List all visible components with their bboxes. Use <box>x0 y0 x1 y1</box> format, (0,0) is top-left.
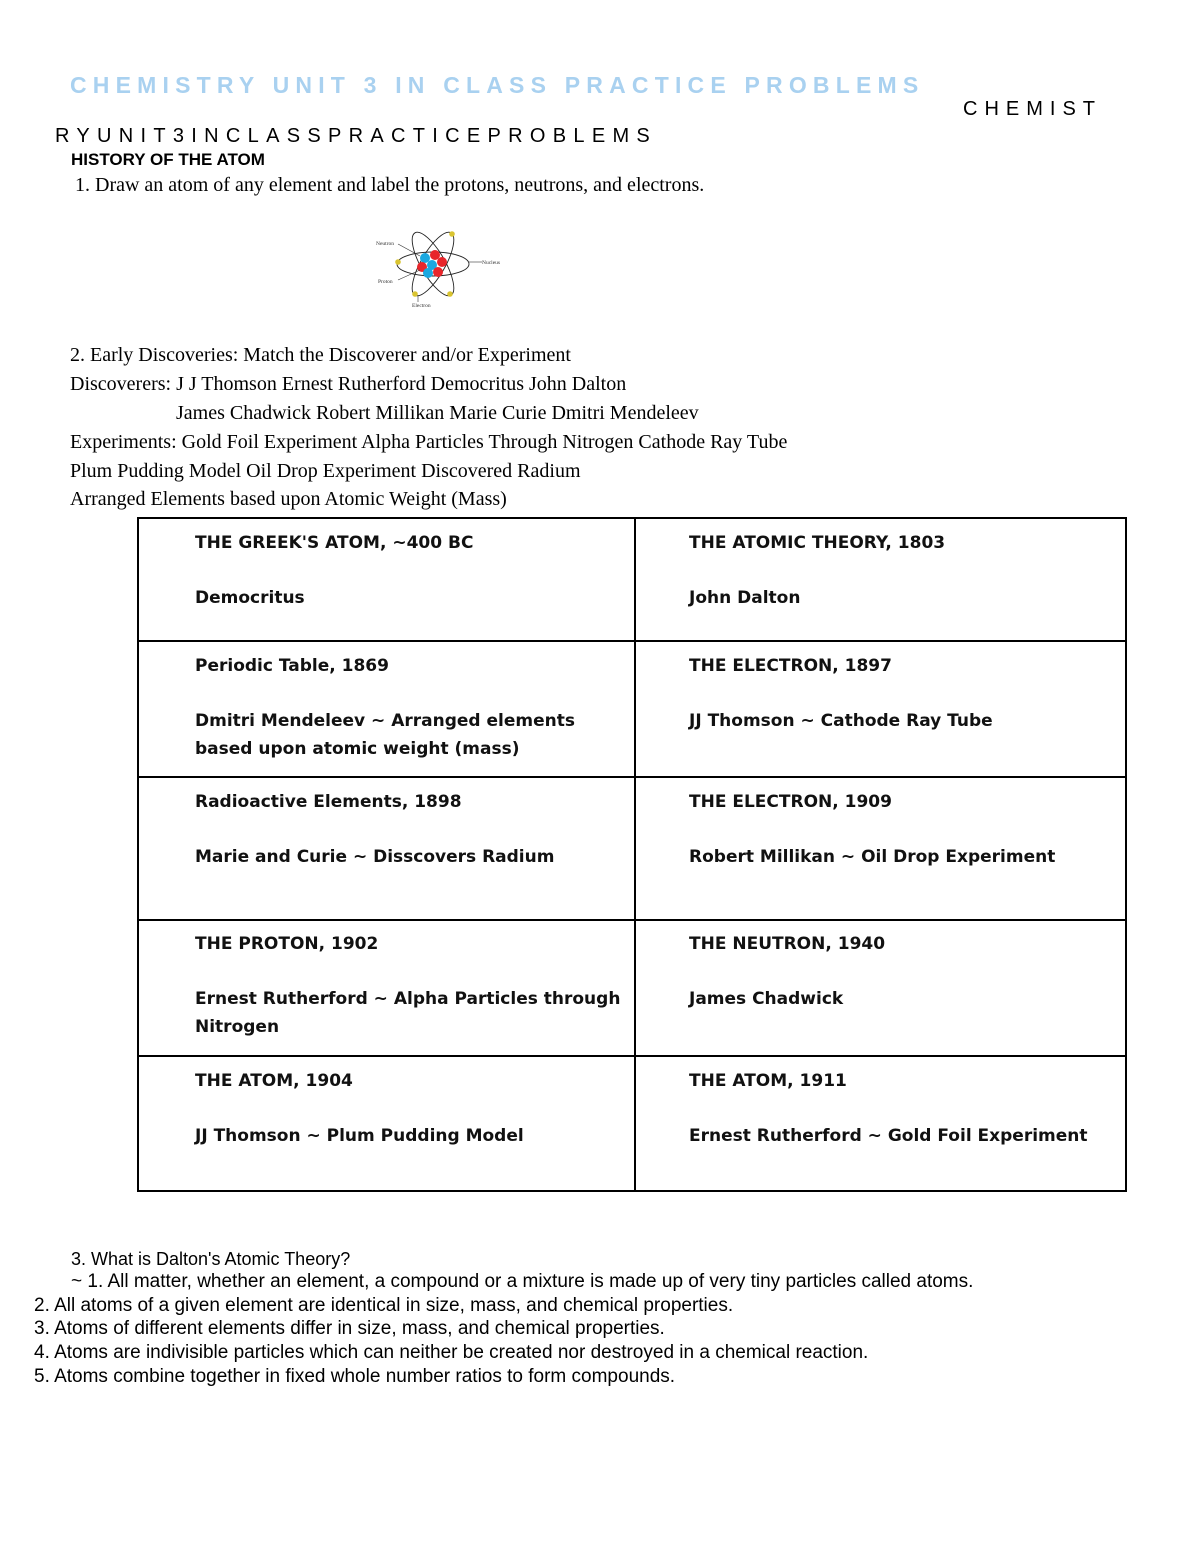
discoverers-line: Discoverers: J J Thomson Ernest Rutherford Democritus John Dalton <box>70 373 627 395</box>
proton-particle <box>433 267 443 277</box>
proton-particle <box>437 257 447 267</box>
cell-detail: James Chadwick <box>689 989 844 1009</box>
cell-title: THE ELECTRON, 1897 <box>689 656 892 676</box>
table-row-divider <box>139 640 1125 642</box>
experiments-line-3: Arranged Elements based upon Atomic Weight (Mass) <box>70 488 507 510</box>
cell-detail: Democritus <box>195 588 305 608</box>
discoverers-line-2: James Chadwick Robert Millikan Marie Curie Dmitri Mendeleev <box>176 402 699 424</box>
cell-detail: Ernest Rutherford ~ Gold Foil Experiment <box>689 1126 1088 1146</box>
answer-line: 2. All atoms of a given element are identical in size, mass, and chemical properties. <box>34 1295 734 1316</box>
table-cell <box>195 930 627 1041</box>
cell-title: THE NEUTRON, 1940 <box>689 934 886 954</box>
table-cell <box>689 788 1119 871</box>
table-row-divider <box>139 1055 1125 1057</box>
answer-line: 5. Atoms combine together in fixed whole number ratios to form compounds. <box>34 1366 676 1387</box>
table-row-divider <box>139 776 1125 778</box>
cell-detail: Dmitri Mendeleev ~ Arranged elements based upon atomic weight (mass) <box>195 711 575 759</box>
cell-title: THE ATOM, 1904 <box>195 1071 353 1091</box>
cell-detail: JJ Thomson ~ Cathode Ray Tube <box>689 711 993 731</box>
answer-line: 4. Atoms are indivisible particles which can neither be created nor destroyed in a chemical reaction. <box>34 1342 869 1363</box>
experiments-line: Experiments: Gold Foil Experiment Alpha Particles Through Nitrogen Cathode Ray Tube <box>70 431 788 453</box>
question-2-prompt: 2. Early Discoveries: Match the Discoverer and/or Experiment <box>70 344 571 366</box>
question-3: 3. What is Dalton's Atomic Theory? <box>71 1249 351 1269</box>
cell-detail: Robert Millikan ~ Oil Drop Experiment <box>689 847 1056 867</box>
nucleus-label: Nucleus <box>482 260 501 266</box>
electron-particle <box>447 291 453 297</box>
table-cell <box>195 652 595 763</box>
table-cell <box>689 529 1119 612</box>
table-column-divider <box>634 519 636 1190</box>
cell-detail: John Dalton <box>689 588 801 608</box>
neutron-label: Neutron <box>376 241 395 247</box>
cell-title: THE ELECTRON, 1909 <box>689 792 892 812</box>
question-1: 1. Draw an atom of any element and label the protons, neutrons, and electrons. <box>75 174 705 196</box>
cell-detail: Marie and Curie ~ Disscovers Radium <box>195 847 555 867</box>
worksheet-title: CHEMISTRY UNIT 3 IN CLASS PRACTICE PROBLEMS <box>70 72 925 98</box>
discoveries-table <box>137 517 1127 1192</box>
atom-diagram <box>370 222 505 310</box>
answer-line: ~ 1. All matter, whether an element, a compound or a mixture is made up of very tiny particles called atoms. <box>71 1271 974 1292</box>
proton-label: Proton <box>378 279 393 285</box>
electron-label: Electron <box>412 303 431 309</box>
electron-particle <box>412 291 418 297</box>
neutron-particle <box>423 268 433 278</box>
cell-detail: JJ Thomson ~ Plum Pudding Model <box>195 1126 524 1146</box>
cell-detail: Ernest Rutherford ~ Alpha Particles through Nitrogen <box>195 989 621 1037</box>
table-cell <box>195 1067 625 1150</box>
nucleus <box>417 250 447 278</box>
table-cell <box>195 529 625 612</box>
cell-title: THE ATOM, 1911 <box>689 1071 847 1091</box>
cell-title: THE GREEK'S ATOM, ~400 BC <box>195 533 474 553</box>
table-cell <box>195 788 625 871</box>
cell-title: Periodic Table, 1869 <box>195 656 389 676</box>
header-fragment-wrap: RYUNIT3INCLASSPRACTICEPROBLEMS <box>55 125 658 147</box>
header-fragment-right: CHEMIST <box>963 98 1102 120</box>
electron-particle <box>395 259 401 265</box>
experiments-line-2: Plum Pudding Model Oil Drop Experiment Discovered Radium <box>70 460 581 482</box>
section-title: HISTORY OF THE ATOM <box>71 150 265 169</box>
electron-particle <box>449 231 455 237</box>
table-cell <box>689 930 1119 1013</box>
table-cell <box>689 652 1119 735</box>
table-row-divider <box>139 919 1125 921</box>
answer-line: 3. Atoms of different elements differ in size, mass, and chemical properties. <box>34 1318 665 1339</box>
cell-title: THE PROTON, 1902 <box>195 934 379 954</box>
table-cell <box>689 1067 1124 1150</box>
cell-title: THE ATOMIC THEORY, 1803 <box>689 533 946 553</box>
cell-title: Radioactive Elements, 1898 <box>195 792 462 812</box>
